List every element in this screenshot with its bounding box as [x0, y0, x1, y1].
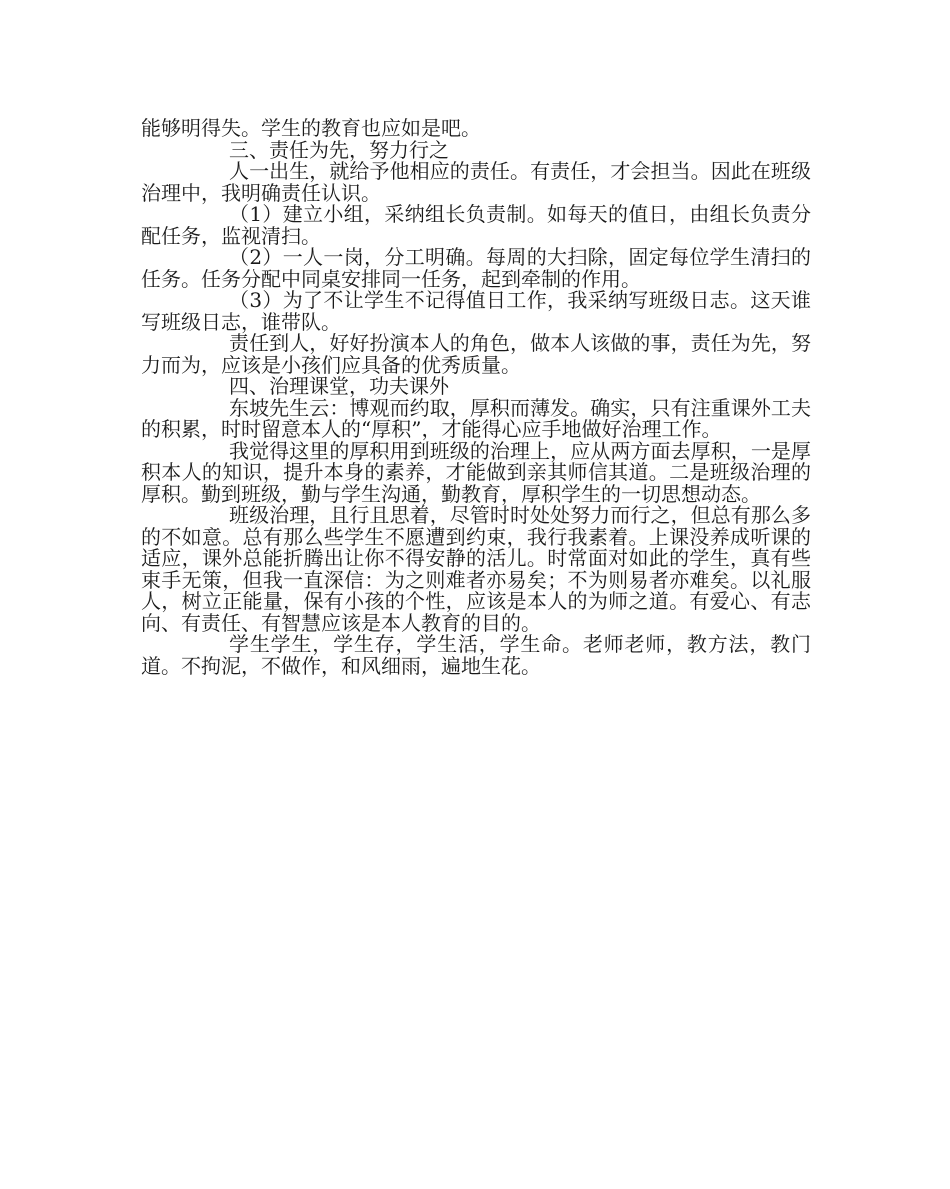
document-body — [141, 118, 811, 677]
paragraph: 学生学生，学生存，学生活，学生命。老师老师，教方法，教门道。不拘泥，不做作，和风细雨，遍地生花。 — [141, 632, 811, 678]
list-item-2: （2）一人一岗，分工明确。每周的大扫除，固定每位学生清扫的任务。任务分配中同桌安排同一任务，起到牵制的作用。 — [141, 245, 811, 291]
section-heading-4: 四、治理课堂，功夫课外 — [229, 374, 449, 398]
paragraph: 东坡先生云：博观而约取，厚积而薄发。确实，只有注重课外工夫的积累，时时留意本人的“厚积”，才能得心应手地做好治理工作。 — [141, 395, 811, 441]
paragraph-continuation: 能够明得失。学生的教育也应如是吧。 — [141, 116, 481, 140]
list-item-3: （3）为了不让学生不记得值日工作，我采纳写班级日志。这天谁写班级日志，谁带队。 — [141, 288, 811, 334]
list-item-1: （1）建立小组，采纳组长负责制。如每天的值日，由组长负责分配任务，监视清扫。 — [141, 202, 811, 248]
paragraph: 责任到人，好好扮演本人的角色，做本人该做的事，责任为先，努力而为，应该是小孩们应具备的优秀质量。 — [141, 331, 811, 377]
paragraph: 班级治理，且行且思着，尽管时时处处努力而行之，但总有那么多的不如意。总有那么些学生不愿遭到约束，我行我素着。上课没养成听课的适应，课外总能折腾出让你不得安静的活儿。时常面对如此的学生，真有些束手无策，但我一直深信：为之则难者亦易矣；不为则易者亦难矣。以礼服人，树立正能量，保有小孩的个性，应该是本人的为师之道。有爱心、有志向、有责任、有智慧应该是本人教育的目的。 — [141, 503, 811, 635]
paragraph: 人一出生，就给予他相应的责任。有责任，才会担当。因此在班级治理中，我明确责任认识。 — [141, 159, 811, 205]
section-heading-3: 三、责任为先，努力行之 — [229, 137, 449, 162]
paragraph: 我觉得这里的厚积用到班级的治理上，应从两方面去厚积，一是厚积本人的知识，提升本身的素养，才能做到亲其师信其道。二是班级治理的厚积。勤到班级，勤与学生沟通，勤教育，厚积学生的一切思想动态。 — [141, 438, 811, 506]
